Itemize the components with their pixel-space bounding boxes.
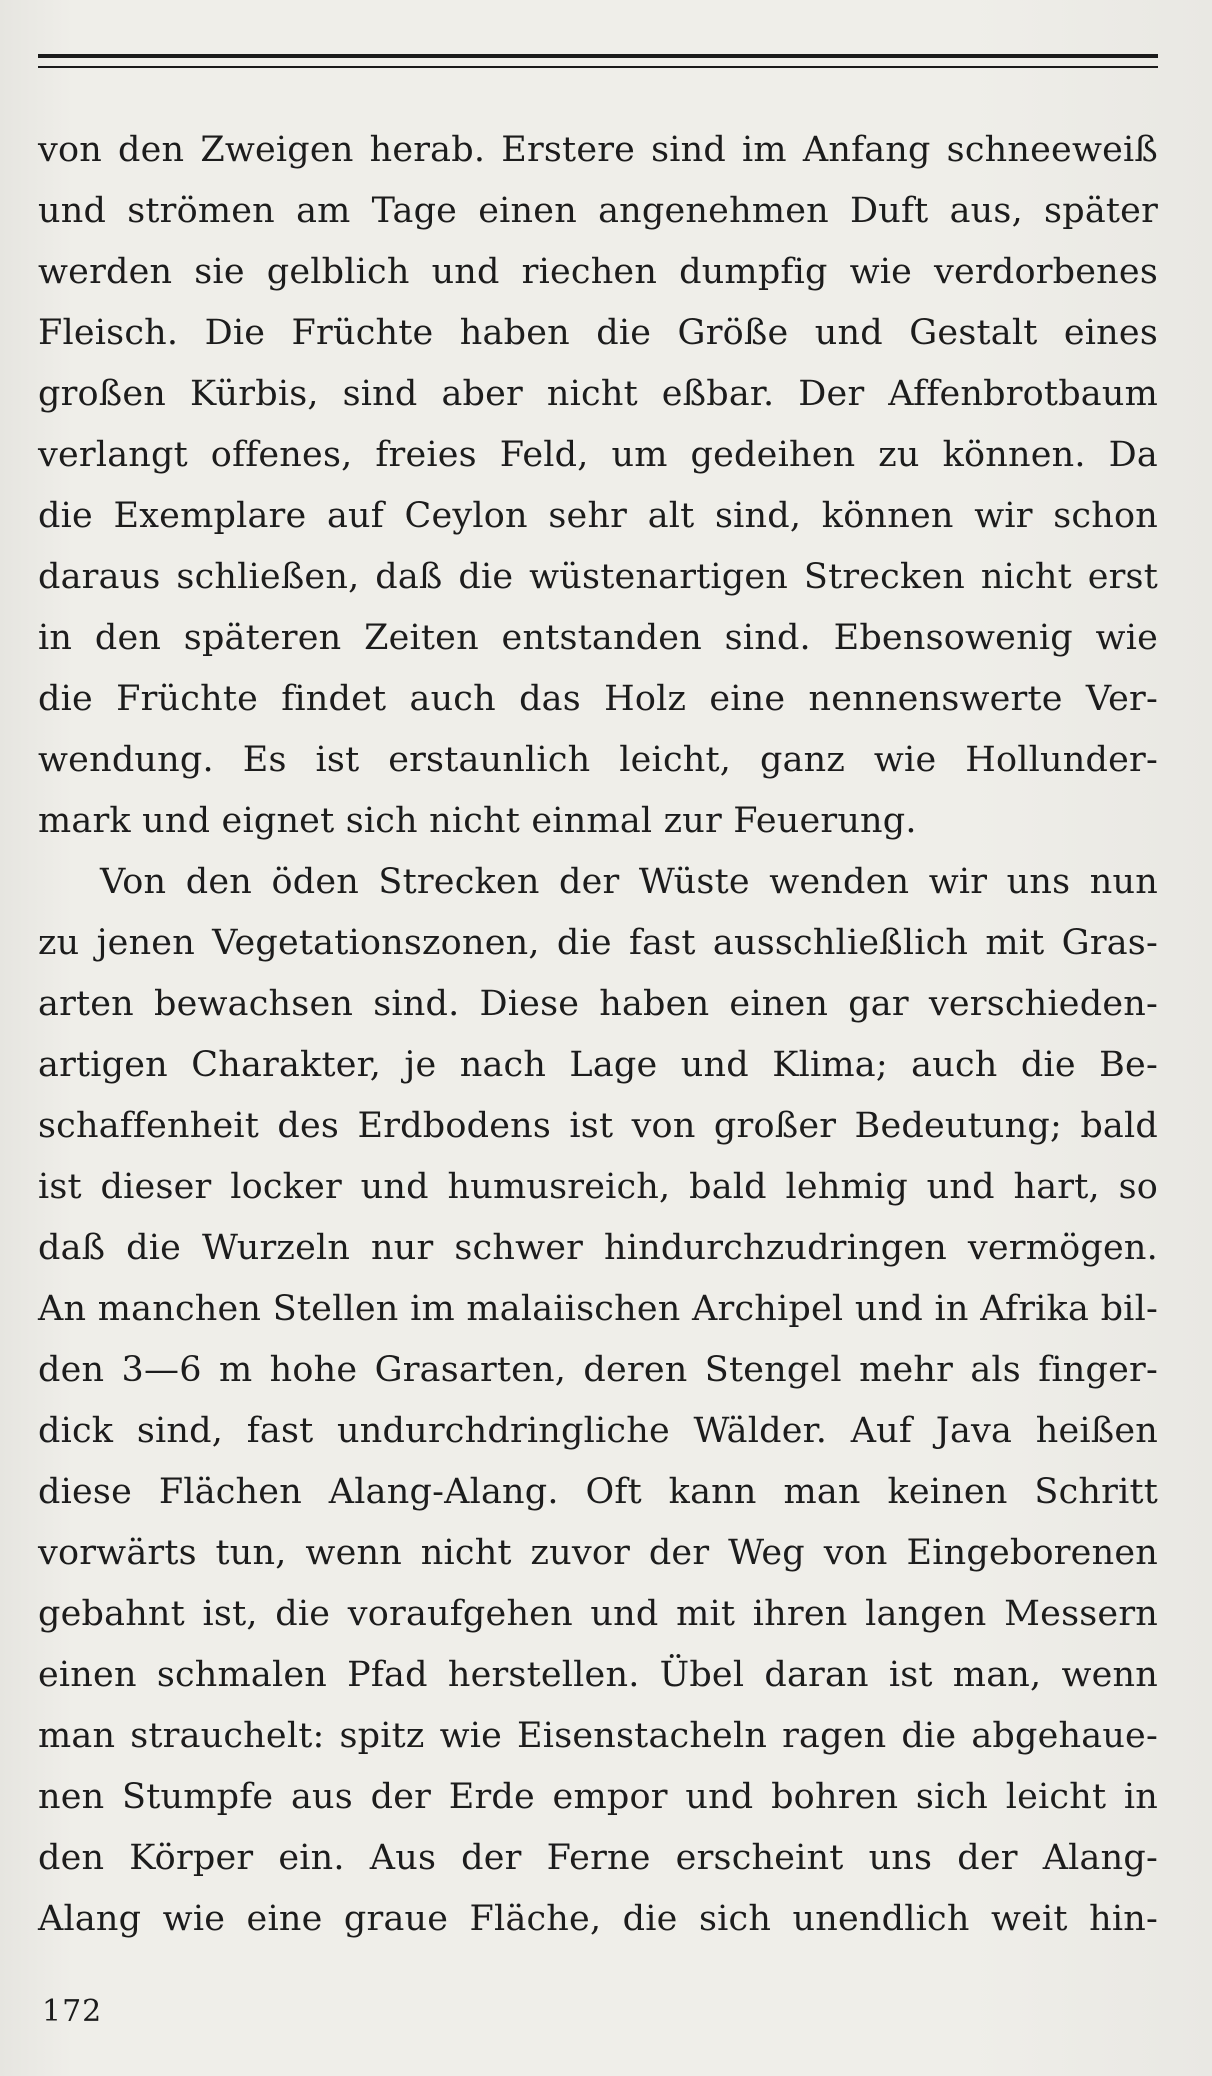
text-line: werden sie gelblich und riechen dumpfig wie verdorbenes	[38, 252, 1158, 292]
text-line: Von den öden Strecken der Wüste wenden wir uns nun	[100, 862, 1158, 902]
text-line: Fleisch. Die Früchte haben die Größe und Gestalt eines	[38, 313, 1158, 353]
text-line: die Früchte findet auch das Holz eine nennenswerte Ver-	[38, 679, 1158, 719]
text-line: den Körper ein. Aus der Ferne erscheint uns der Alang-	[38, 1838, 1158, 1878]
text-line: die Exemplare auf Ceylon sehr alt sind, können wir schon	[38, 496, 1158, 536]
text-line: ist dieser locker und humusreich, bald lehmig und hart, so	[38, 1167, 1158, 1207]
text-line: nen Stumpfe aus der Erde empor und bohren sich leicht in	[38, 1777, 1158, 1817]
paragraph-2	[38, 852, 1158, 1950]
text-line: zu jenen Vegetationszonen, die fast ausschließlich mit Gras-	[38, 923, 1158, 963]
text-line: Alang wie eine graue Fläche, die sich unendlich weit hin-	[38, 1899, 1158, 1939]
paragraph-1	[38, 120, 1158, 852]
text-line: man strauchelt: spitz wie Eisenstacheln ragen die abgehaue-	[38, 1716, 1158, 1756]
page-number: 172	[42, 1994, 103, 2029]
text-line: schaffenheit des Erdbodens ist von großer Bedeutung; bald	[38, 1106, 1158, 1146]
text-line: gebahnt ist, die voraufgehen und mit ihren langen Messern	[38, 1594, 1158, 1634]
text-line: einen schmalen Pfad herstellen. Übel daran ist man, wenn	[38, 1655, 1158, 1695]
text-line: wendung. Es ist erstaunlich leicht, ganz wie Hollunder-	[38, 740, 1158, 780]
text-line: daß die Wurzeln nur schwer hindurchzudringen vermögen.	[38, 1228, 1158, 1268]
text-line: großen Kürbis, sind aber nicht eßbar. Der Affenbrotbaum	[38, 374, 1158, 414]
text-line: in den späteren Zeiten entstanden sind. Ebensowenig wie	[38, 618, 1158, 658]
header-rule-thick	[38, 54, 1158, 58]
text-line: von den Zweigen herab. Erstere sind im Anfang schneeweiß	[38, 130, 1158, 170]
text-line: dick sind, fast undurchdringliche Wälder. Auf Java heißen	[38, 1411, 1158, 1451]
text-line: artigen Charakter, je nach Lage und Klima; auch die Be-	[38, 1045, 1158, 1085]
text-line: mark und eignet sich nicht einmal zur Feuerung.	[38, 801, 917, 841]
header-rule-thin	[38, 66, 1158, 68]
text-line: den 3—6 m hohe Grasarten, deren Stengel mehr als finger-	[38, 1350, 1158, 1390]
body-text	[38, 120, 1158, 1950]
text-line: und strömen am Tage einen angenehmen Duft aus, später	[38, 191, 1158, 231]
text-line: diese Flächen Alang-Alang. Oft kann man keinen Schritt	[38, 1472, 1158, 1512]
text-line: An manchen Stellen im malaiischen Archipel und in Afrika bil-	[38, 1289, 1158, 1329]
text-line: vorwärts tun, wenn nicht zuvor der Weg von Eingeborenen	[38, 1533, 1158, 1573]
text-line: arten bewachsen sind. Diese haben einen gar verschieden-	[38, 984, 1158, 1024]
text-line: verlangt offenes, freies Feld, um gedeihen zu können. Da	[38, 435, 1158, 475]
text-line: daraus schließen, daß die wüstenartigen Strecken nicht erst	[38, 557, 1158, 597]
